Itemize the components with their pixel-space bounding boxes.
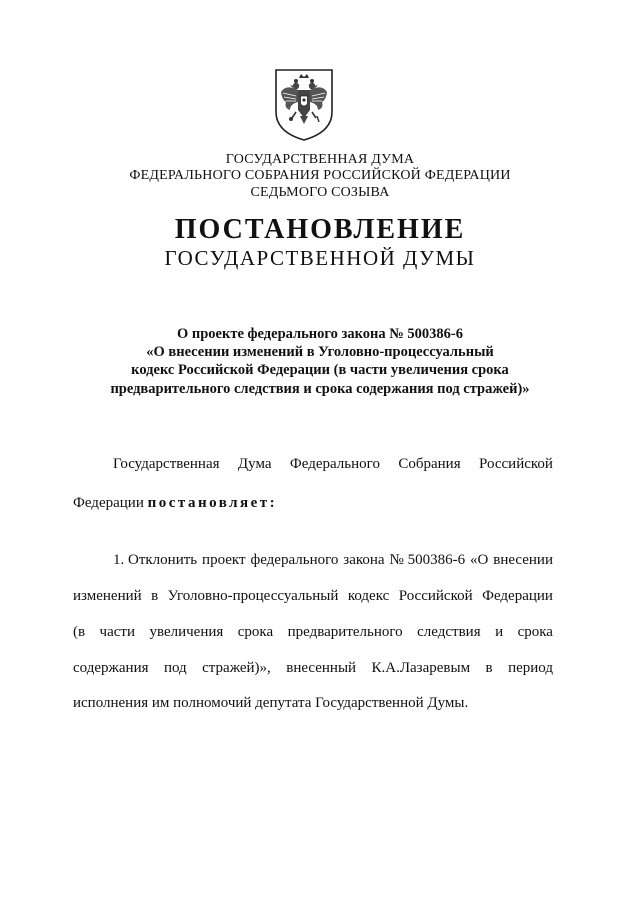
header-line-duma: ГОСУДАРСТВЕННАЯ ДУМА (225, 152, 415, 167)
header-line-federal-assembly: ФЕДЕРАЛЬНОГО СОБРАНИЯ РОССИЙСКОЙ ФЕДЕРАЦИИ (129, 168, 511, 183)
item-1-word: Уголовно-процессуальный (167, 588, 339, 604)
item-1-word: стражей)», (202, 660, 271, 676)
item-1-word: (в (73, 624, 86, 640)
preamble-word: Дума (237, 456, 272, 472)
item-1-line (113, 551, 553, 569)
item-1-word: содержания (73, 660, 149, 676)
preamble-line (113, 455, 553, 473)
item-1-word: изменений (73, 588, 142, 604)
document-subtitle: ГОСУДАРСТВЕННОЙ ДУМЫ (164, 246, 476, 270)
item-1-word: следствия (417, 624, 481, 640)
preamble-word: Собрания (398, 456, 461, 472)
item-1-word: период (508, 660, 553, 676)
decision-verb: постановляет: (147, 495, 278, 511)
item-1-word: Федерации (482, 588, 553, 604)
item-1-line: исполнения им полномочий депутата Государственной Думы. (73, 695, 469, 711)
item-1-word: в (485, 660, 493, 676)
preamble-word: Федерального (289, 456, 380, 472)
item-1-word: закона (343, 552, 385, 568)
subject-line: кодекс Российской Федерации (в части увеличения срока (131, 362, 509, 378)
item-1-word: Российской (398, 588, 473, 604)
item-1-word: увеличения (149, 624, 224, 640)
item-1-word: под (163, 660, 187, 676)
header-line-convocation: СЕДЬМОГО СОЗЫВА (250, 185, 390, 200)
document-title: ПОСТАНОВЛЕНИЕ (174, 214, 466, 245)
item-1-line (73, 587, 553, 605)
item-1-word: и (495, 624, 504, 640)
item-1-line (73, 623, 553, 641)
item-1-word: кодекс (347, 588, 390, 604)
subject-line: предварительного следствия и срока содержания под стражей)» (110, 381, 530, 397)
item-1-word: «О (470, 552, 489, 568)
preamble-line (73, 494, 553, 512)
item-1-word: внесении (493, 552, 553, 568)
preamble-word: Федерации (73, 495, 144, 511)
item-1-word: федерального (250, 552, 339, 568)
item-1-word: 1. Отклонить (113, 552, 198, 568)
preamble-word: Государственная (113, 456, 220, 472)
item-1-word: срока (517, 624, 553, 640)
item-1-word: К.А.Лазаревым (371, 660, 471, 676)
item-1-word: части (99, 624, 135, 640)
item-1-line (73, 659, 553, 677)
item-1-word: в (151, 588, 159, 604)
preamble-word: Российской (479, 456, 553, 472)
item-1-word: предварительного (287, 624, 403, 640)
item-1-word: № 500386-6 (389, 552, 466, 568)
item-1-word: срока (237, 624, 274, 640)
item-1-word: внесенный (286, 660, 357, 676)
subject-line: «О внесении изменений в Уголовно-процессуальный (146, 344, 494, 360)
item-1-word: проект (202, 552, 246, 568)
subject-line: О проекте федерального закона № 500386-6 (176, 326, 464, 342)
coat-of-arms-emblem (272, 66, 336, 142)
